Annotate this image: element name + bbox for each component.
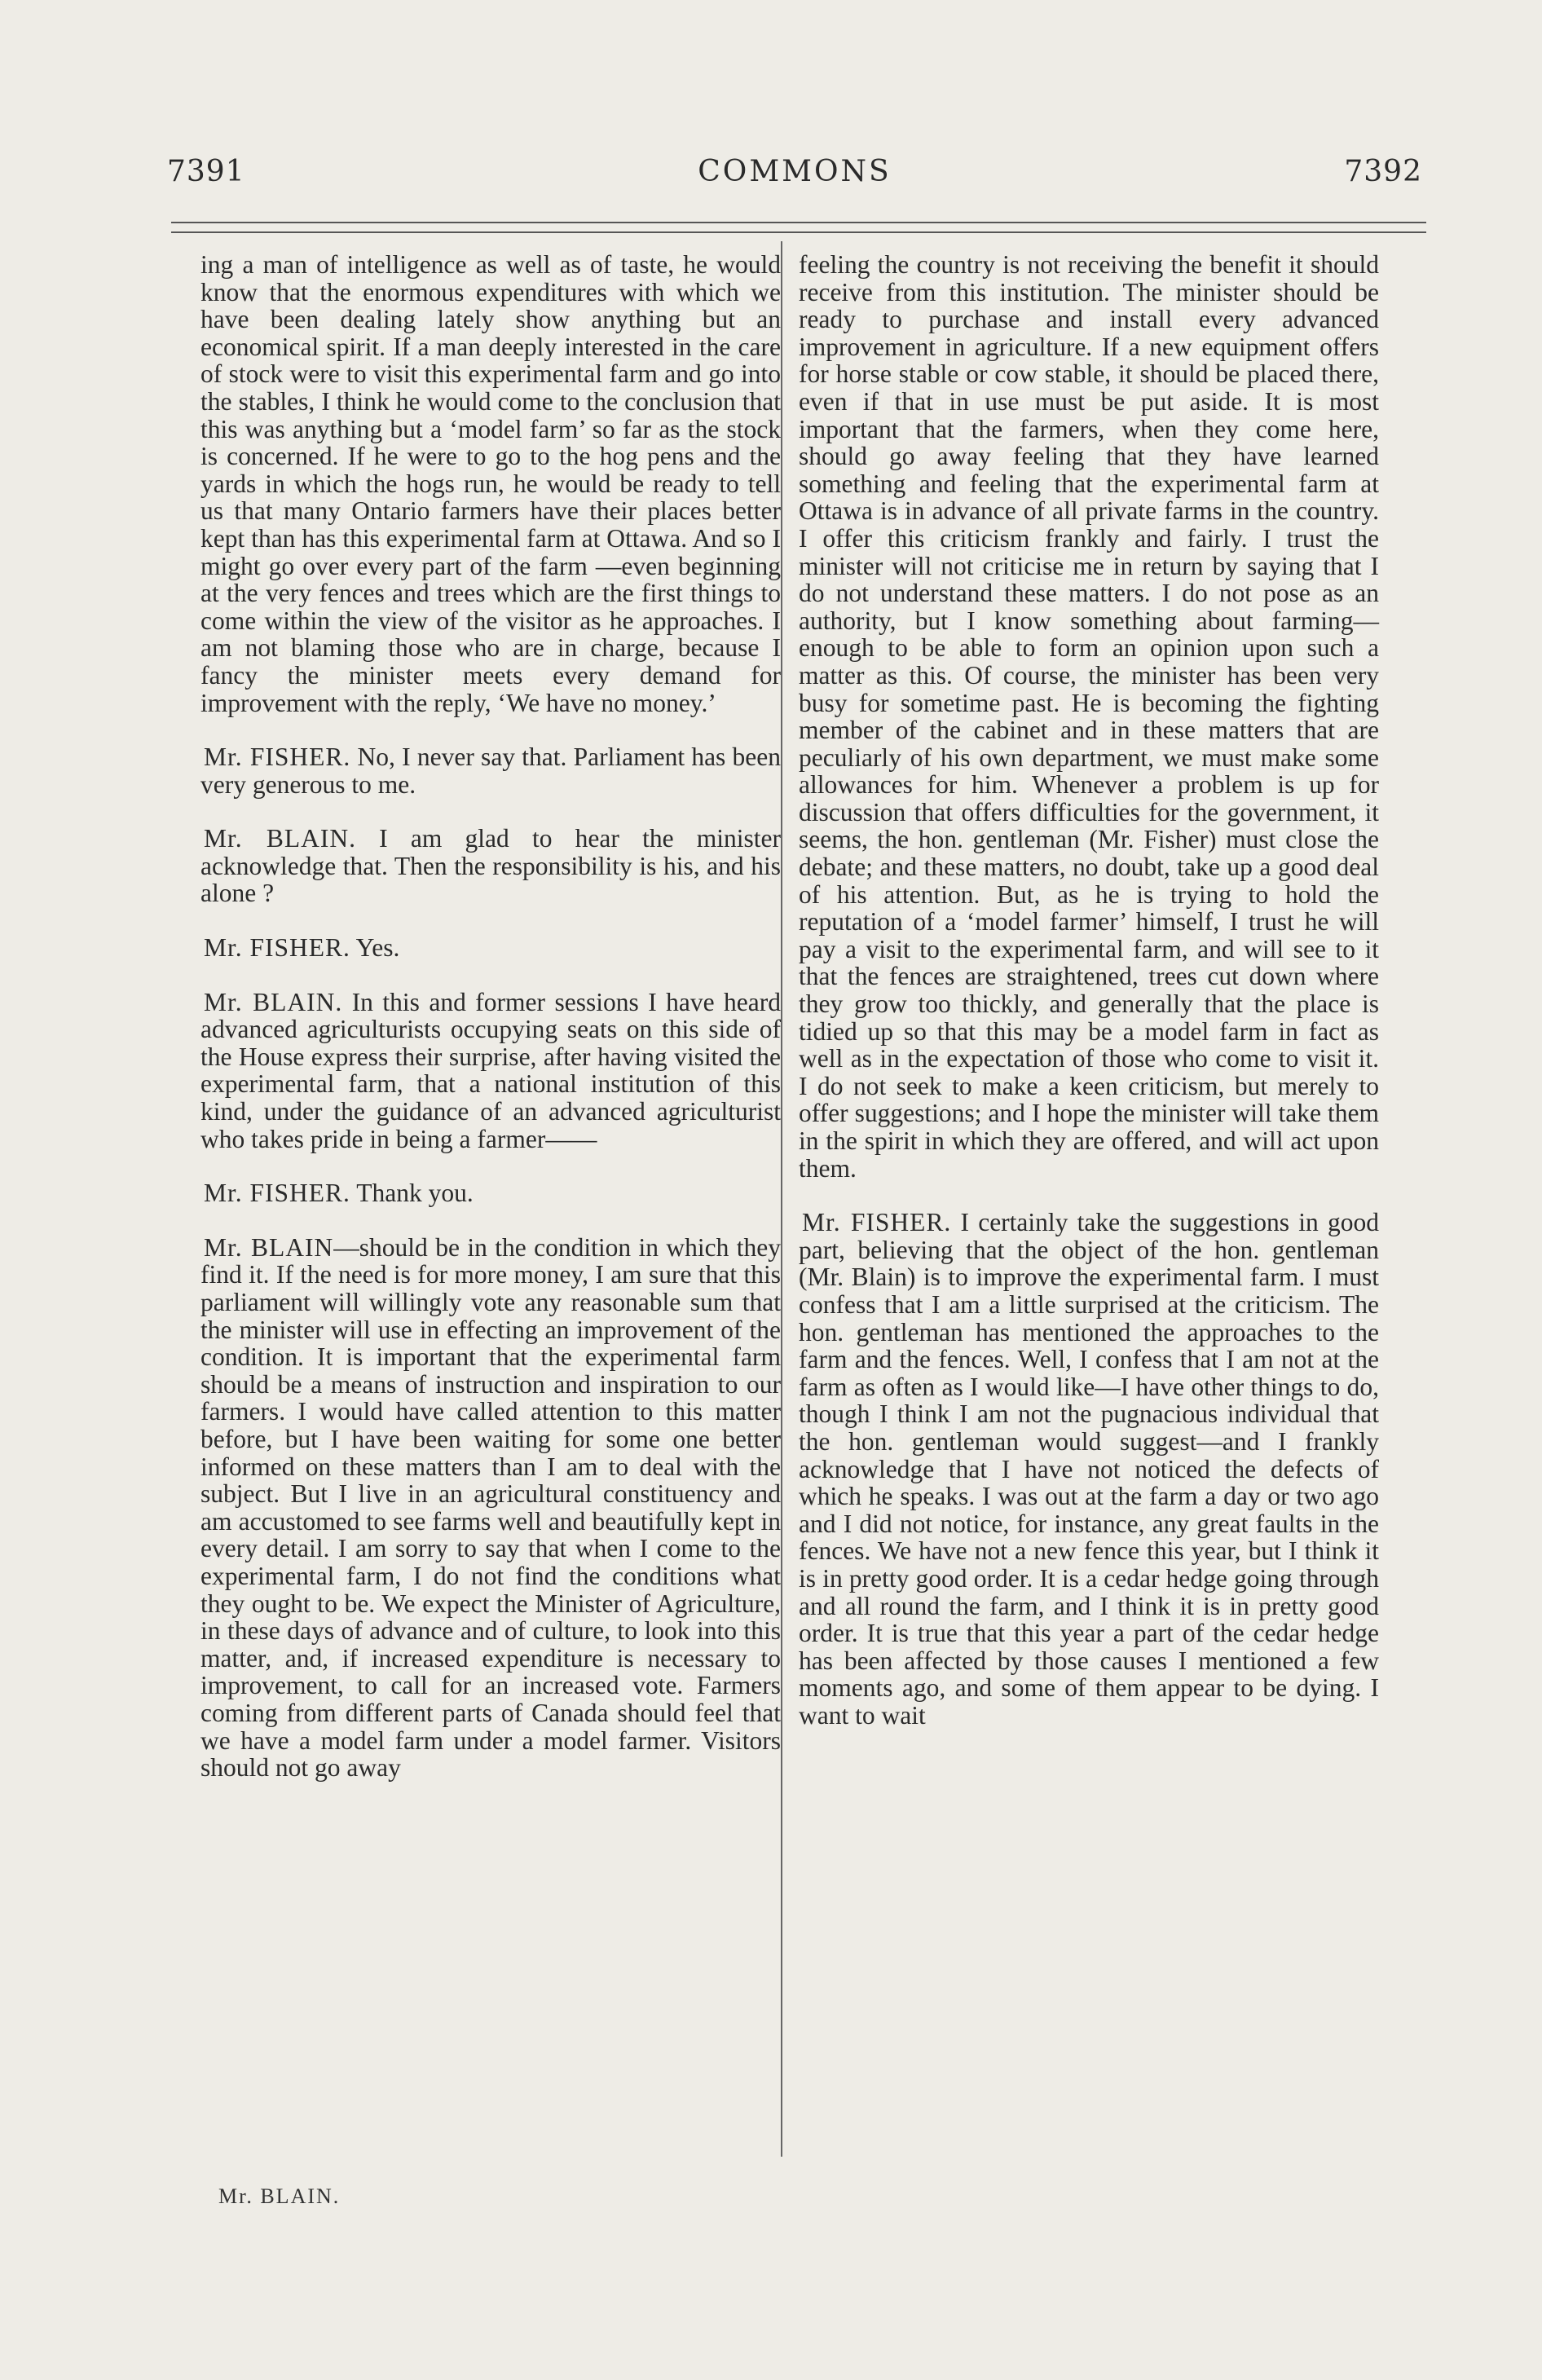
right-column (799, 251, 1379, 1729)
paragraph (200, 251, 781, 716)
paragraph (200, 743, 781, 798)
paragraph-text: feeling the country is not receiving the benefit it should receive from this institution. The minister should be ready to purchase and install every advanced improvement in agriculture. If a new equipment offers for horse stable or cow stable, it should be placed there, even if that in use must be put aside. It is most important that the farmers, when they come here, should go away feeling that they have learned something and feeling that the experimental farm at Ottawa is in advance of all private farms in the country. I offer this criticism frankly and fairly. I trust the minister will not criticise me in return by saying that I do not understand these matters. I do not pose as an authority, but I know something about farming—enough to be able to form an opinion upon such a matter as this. Of course, the minister has been very busy for sometime past. He is becoming the fighting member of the cabinet and in these matters that are peculiarly of his own department, we must make some allowances for him. Whenever a problem is up for discussion that offers difficulties for the government, it seems, the hon. gentleman (Mr. Fisher) must close the debate; and these matters, no doubt, take up a good deal of his attention. But, as he is trying to hold the reputation of a ‘model farmer’ himself, I trust he will pay a visit to the experimental farm, and will see to it that the fences are straightened, trees cut down where they grow too thickly, and generally that the place is tidied up so that this may be a model farm in fact as well as in the expectation of those who come to visit it. I do not seek to make a keen criticism, but merely to offer suggestions; and I hope the minister will take them in the spirit in which they are offered, and will act upon them. (799, 250, 1379, 1183)
speaker-name: Mr. FISHER. (204, 743, 351, 772)
paragraph-text: ing a man of intelligence as well as of taste, he would know that the enormous expenditures with which we have been dealing lately show anything but an economical spirit. If a man deeply interested in the care of stock were to visit this experimental farm and go into the stables, I think he would come to the conclusion that this was anything but a ‘model farm’ so far as the stock is concerned. If he were to go to the hog pens and the yards in which the hogs run, he would be ready to tell us that many Ontario farmers have their places better kept than has this experimental farm at Ottawa. And so I might go over every part of the farm —even beginning at the very fences and trees which are the first things to come within the view of the visitor as he approaches. I am not blaming those who are in charge, because I fancy the minister meets every demand for improvement with the reply, ‘We have no money.’ (200, 250, 781, 717)
left-column (200, 251, 781, 1782)
speaker-name: Mr. BLAIN (204, 1232, 334, 1262)
running-footer: Mr. BLAIN. (218, 2184, 341, 2208)
paragraph-text: I am glad to hear the minister acknowledge that. Then the responsibility is his, and his alone ? (200, 824, 781, 908)
speaker-name: Mr. FISHER. (204, 1179, 350, 1208)
page-title: COMMONS (698, 155, 892, 188)
paragraph-text: Thank you. (356, 1179, 474, 1208)
paragraph (200, 825, 781, 907)
paragraph-text: No, I never say that. Parliament has been very generous to me. (200, 743, 782, 799)
speaker-name: Mr. BLAIN. (204, 987, 343, 1016)
header-rule-top (171, 222, 1426, 223)
page-header (167, 155, 1422, 204)
paragraph (799, 1209, 1379, 1729)
speaker-name: Mr. FISHER. (204, 933, 350, 963)
paragraph (200, 1234, 781, 1782)
paragraph (799, 251, 1379, 1182)
left-page-number: 7391 (167, 155, 245, 188)
paragraph-text: —should be in the condition in which they find it. If the need is for more money, I am sure that this parliament will willingly vote any reasonable sum that the minister will use in effecting an improvement of the condition. It is important that the experimental farm should be a means of instruction and inspiration to our farmers. I would have called attention to this matter before, but I have been waiting for some one better informed on these matters than I am to deal with the subject. But I live in an agricultural constituency and am accustomed to see farms well and beautifully kept in every detail. I am sorry to say that when I come to the experimental farm, I do not find the conditions what they ought to be. We expect the Minister of Agriculture, in these days of advance and of culture, to look into this matter, and, if increased expenditure is necessary to improvement, to call for an increased vote. Farmers coming from different parts of Canada should feel that we have a model farm under a model farmer. Visitors should not go away (200, 1232, 781, 1783)
paragraph-text: Yes. (355, 933, 400, 963)
header-rule-bottom (171, 231, 1426, 233)
paragraph (200, 989, 781, 1153)
speaker-name: Mr. FISHER. (802, 1208, 952, 1237)
right-page-number: 7392 (1344, 155, 1422, 188)
paragraph-text: I certainly take the suggestions in good part, believing that the object of the hon. gentleman (Mr. Blain) is to improve the experimental farm. I must confess that I am a little surprised at the criticism. The hon. gentleman has mentioned the approaches to the farm and the fences. Well, I confess that I am not at the farm as often as I would like—I have other things to do, though I think I am not the pugnacious individual that the hon. gentleman would suggest—and I frankly acknowledge that I have not noticed the defects of which he speaks. I was out at the farm a day or two ago and I did not notice, for instance, any great faults in the fences. We have not a new fence this year, but I think it is in pretty good order. It is a cedar hedge going through and all round the farm, and I think it is in pretty good order. It is true that this year a part of the cedar hedge has been affected by those causes I mentioned a few moments ago, and some of them appear to be dying. I want to wait (799, 1208, 1379, 1730)
column-divider (781, 241, 782, 2157)
paragraph (200, 1179, 781, 1207)
paragraph-text: In this and former sessions I have heard advanced agriculturists occupying seats on this side of the House express their surprise, after having visited the experimental farm, that a national institution of this kind, under the guidance of an advanced agriculturist who takes pride in being a farmer—— (200, 987, 782, 1153)
speaker-name: Mr. BLAIN. (204, 824, 356, 853)
paragraph (200, 934, 781, 962)
